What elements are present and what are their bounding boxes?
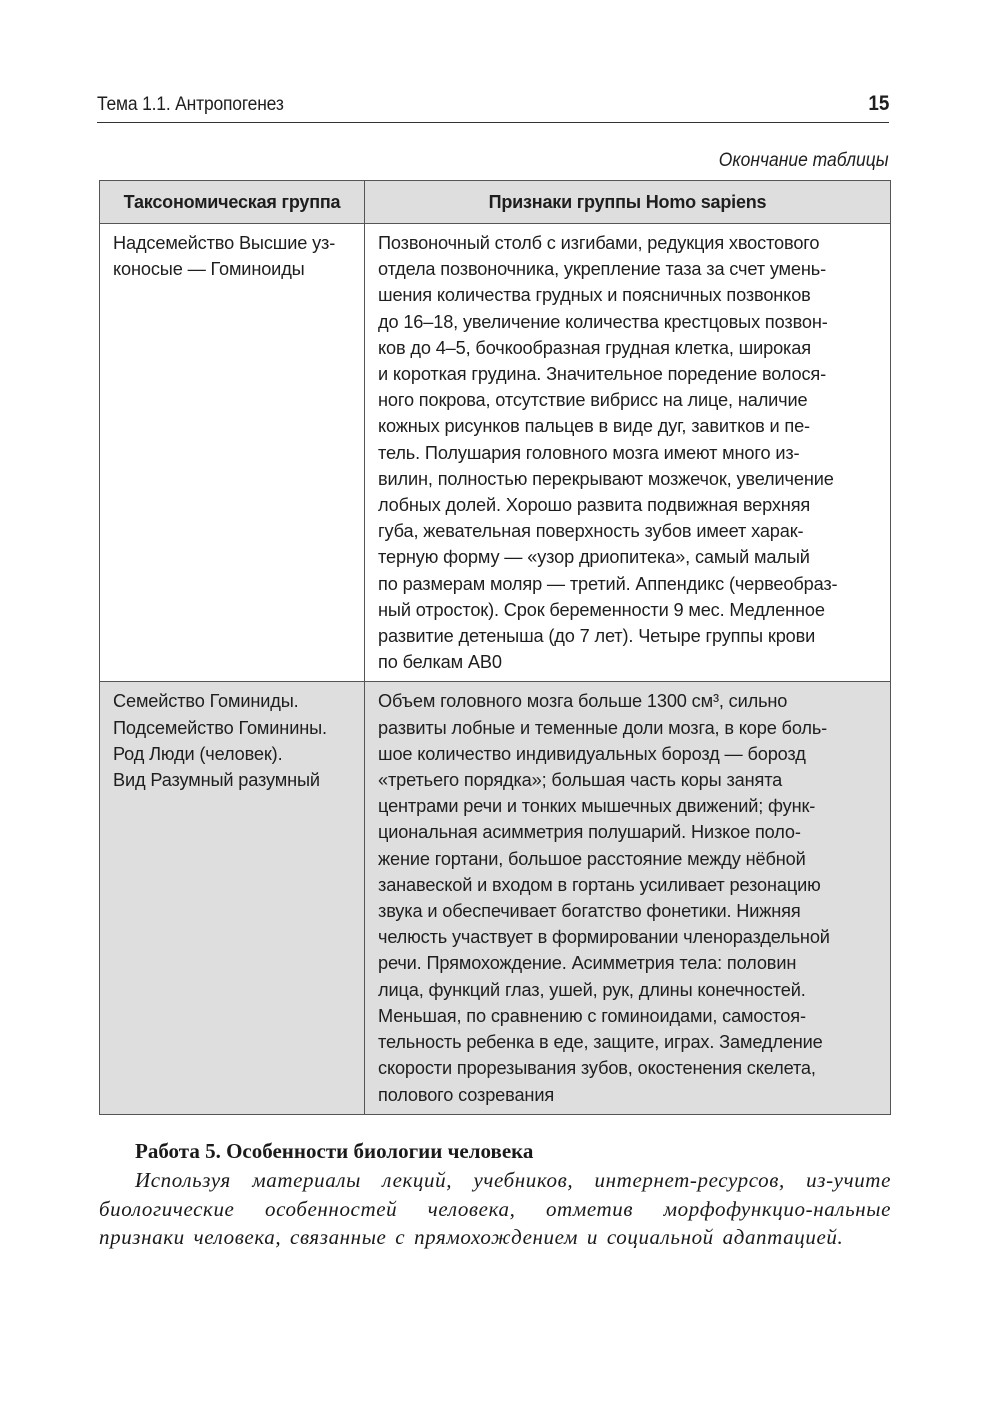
cell-group-hominids: Семейство Гоминиды. Подсемейство Гоминины. Род Люди (человек). Вид Разумный разумный [100,682,365,1114]
work-section [99,1136,891,1252]
column-header-features: Признаки группы Homo sapiens [365,181,891,224]
table-continuation-note: Окончание таблицы [719,150,889,171]
work-heading: Работа 5. Особенности биологии человека [135,1139,534,1163]
table-row [100,682,891,1114]
table-header-row [100,181,891,224]
cell-features-hominids: Объем головного мозга больше 1300 см³, сильно развиты лобные и теменные доли мозга, в коре боль- шое количество индивидуальных борозд — борозд «третьего порядка»; большая часть коры занята центрами речи и тонких мышечных движений; функ- циональная асимметрия полушарий. Низкое поло- жение гортани, большое расстояние между нёбной занавеской и входом в гортань усиливает резонацию звука и обеспечивает богатство фонетики. Нижняя челюсть участвует в формировании членораздельной речи. Прямохождение. Асимметрия тела: половин лица, функций глаз, ушей, рук, длины конечностей. Меньшая, по сравнению с гоминоидами, самостоя- тельность ребенка в еде, защите, играх. Замедление скорости прорезывания зубов, окостенения скелета, полового созревания [365,682,891,1114]
running-title: Тема 1.1. Антропогенез [97,94,284,115]
cell-group-hominoids: Надсемейство Высшие уз- коносые — Гоминоиды [100,224,365,682]
column-header-group: Таксономическая группа [100,181,365,224]
table-row [100,224,891,682]
page-number: 15 [867,92,889,115]
running-header [97,90,889,123]
taxonomy-table [99,180,891,1115]
work-instructions: Используя материалы лекций, учебников, интернет-ресурсов, из-учите биологические особенностей человека, отметив морфофункцио-нальные признаки человека, связанные с прямохождением и социальной адаптацией. [99,1168,891,1249]
cell-features-hominoids: Позвоночный столб с изгибами, редукция хвостового отдела позвоночника, укрепление таза за счет умень- шения количества грудных и поясничных позвонков до 16–18, увеличение количества крестцовых позвон- ков до 4–5, бочкообразная грудная клетка, широкая и короткая грудина. Значительное поредение волося- ного покрова, отсутствие вибрисс на лице, наличие кожных рисунков пальцев в виде дуг, завитков и пе- тель. Полушария головного мозга имеют много из- вилин, полностью перекрывают мозжечок, увеличение лобных долей. Хорошо развита подвижная верхняя губа, жевательная поверхность зубов имеет харак- терную форму — «узор дриопитека», самый малый по размерам моляр — третий. Аппендикс (червеобраз- ный отросток). Срок беременности 9 мес. Медленное развитие детеныша (до 7 лет). Четыре группы крови по белкам АВ0 [365,224,891,682]
